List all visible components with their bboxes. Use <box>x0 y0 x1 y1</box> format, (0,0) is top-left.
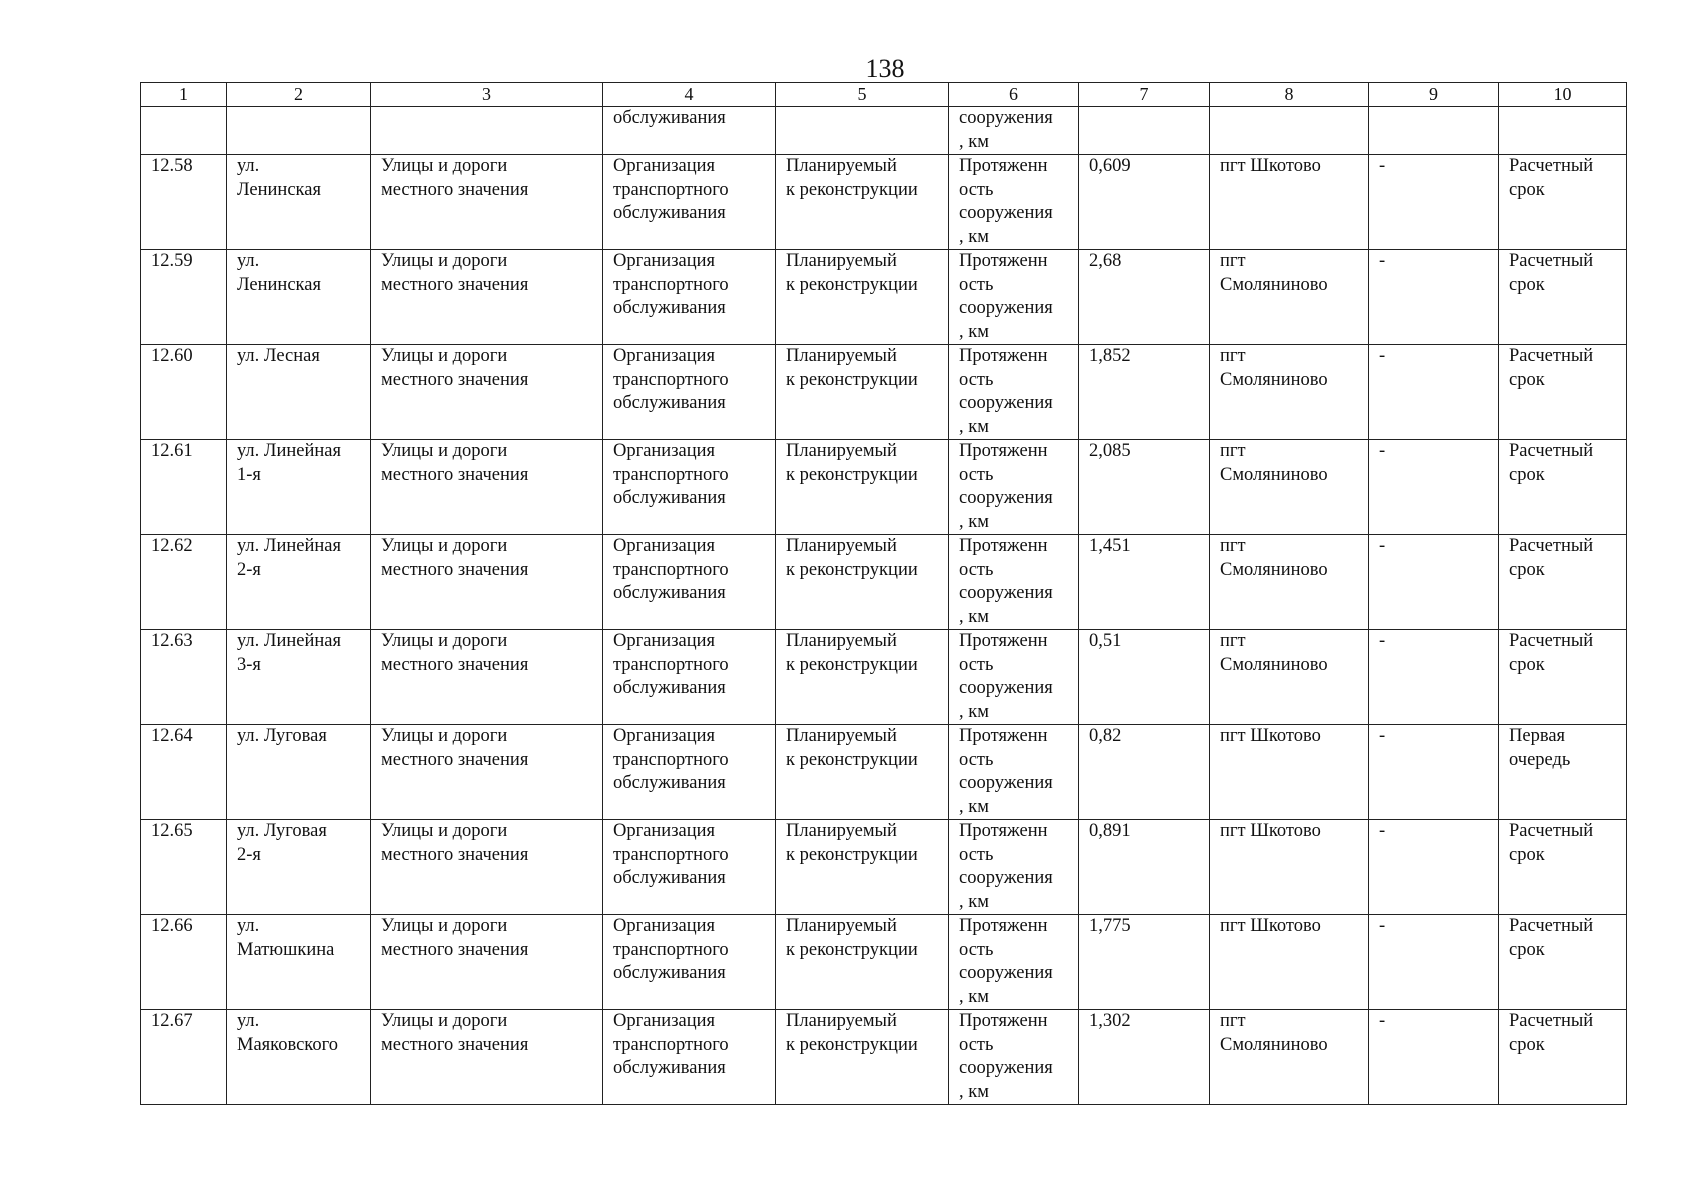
cell-number: 12.59 <box>141 250 227 345</box>
page-number: 138 <box>865 54 905 83</box>
cell-status: Планируемый к реконструкции <box>776 915 949 1010</box>
cell-value: 0,891 <box>1079 820 1210 915</box>
cell-type: Улицы и дороги местного значения <box>371 345 603 440</box>
cell-number <box>141 107 227 155</box>
cell-col9: - <box>1369 630 1499 725</box>
cell-parameter: Протяженн ость сооружения , км <box>949 250 1079 345</box>
cell-number: 12.67 <box>141 1010 227 1105</box>
cell-location: пгт Смоляниново <box>1210 440 1369 535</box>
cell-purpose: Организация транспортного обслуживания <box>603 725 776 820</box>
cell-term: Расчетный срок <box>1499 1010 1627 1105</box>
cell-location: пгт Смоляниново <box>1210 250 1369 345</box>
cell-location: пгт Смоляниново <box>1210 535 1369 630</box>
cell-col9: - <box>1369 155 1499 250</box>
cell-number: 12.64 <box>141 725 227 820</box>
cell-col9: - <box>1369 820 1499 915</box>
cell-purpose: Организация транспортного обслуживания <box>603 250 776 345</box>
cell-term: Расчетный срок <box>1499 440 1627 535</box>
cell-type: Улицы и дороги местного значения <box>371 440 603 535</box>
cell-type: Улицы и дороги местного значения <box>371 725 603 820</box>
column-header: 3 <box>371 83 603 107</box>
cell-parameter: Протяженн ость сооружения , км <box>949 1010 1079 1105</box>
cell-value: 0,82 <box>1079 725 1210 820</box>
cell-value: 1,852 <box>1079 345 1210 440</box>
cell-term: Расчетный срок <box>1499 155 1627 250</box>
cell-number: 12.60 <box>141 345 227 440</box>
cell-purpose: Организация транспортного обслуживания <box>603 820 776 915</box>
cell-number: 12.65 <box>141 820 227 915</box>
column-header: 10 <box>1499 83 1627 107</box>
cell-col9: - <box>1369 440 1499 535</box>
cell-col9: - <box>1369 915 1499 1010</box>
column-header: 1 <box>141 83 227 107</box>
cell-location: пгт Шкотово <box>1210 820 1369 915</box>
cell-status: Планируемый к реконструкции <box>776 440 949 535</box>
cell-parameter: Протяженн ость сооружения , км <box>949 440 1079 535</box>
table-row <box>141 250 1627 345</box>
cell-street: ул. Линейная 3-я <box>227 630 371 725</box>
cell-number: 12.63 <box>141 630 227 725</box>
table-row <box>141 345 1627 440</box>
table-row <box>141 725 1627 820</box>
cell-purpose: Организация транспортного обслуживания <box>603 155 776 250</box>
cell-street: ул. Матюшкина <box>227 915 371 1010</box>
cell-location: пгт Шкотово <box>1210 915 1369 1010</box>
data-table <box>140 82 1627 1105</box>
cell-type: Улицы и дороги местного значения <box>371 630 603 725</box>
table-row <box>141 440 1627 535</box>
cell-col9: - <box>1369 345 1499 440</box>
table-row <box>141 155 1627 250</box>
cell-col9: - <box>1369 250 1499 345</box>
cell-purpose: Организация транспортного обслуживания <box>603 915 776 1010</box>
cell-col9: - <box>1369 535 1499 630</box>
table-row <box>141 535 1627 630</box>
column-header: 2 <box>227 83 371 107</box>
column-header: 4 <box>603 83 776 107</box>
cell-type: Улицы и дороги местного значения <box>371 250 603 345</box>
cell-number: 12.58 <box>141 155 227 250</box>
cell-term: Расчетный срок <box>1499 820 1627 915</box>
cell-parameter: Протяженн ость сооружения , км <box>949 630 1079 725</box>
continued-row <box>141 107 1627 155</box>
cell-purpose: Организация транспортного обслуживания <box>603 345 776 440</box>
cell-location: пгт Смоляниново <box>1210 630 1369 725</box>
cell-term: Расчетный срок <box>1499 345 1627 440</box>
cell-value: 2,085 <box>1079 440 1210 535</box>
cell-parameter: Протяженн ость сооружения , км <box>949 725 1079 820</box>
table-row <box>141 915 1627 1010</box>
column-header: 5 <box>776 83 949 107</box>
cell-purpose: Организация транспортного обслуживания <box>603 1010 776 1105</box>
cell-street: ул. Лесная <box>227 345 371 440</box>
cell-value: 1,775 <box>1079 915 1210 1010</box>
cell-status: Планируемый к реконструкции <box>776 250 949 345</box>
cell-term: Расчетный срок <box>1499 630 1627 725</box>
cell-parameter: Протяженн ость сооружения , км <box>949 345 1079 440</box>
cell-value: 0,51 <box>1079 630 1210 725</box>
cell-type: Улицы и дороги местного значения <box>371 820 603 915</box>
cell-street <box>227 107 371 155</box>
cell-type: Улицы и дороги местного значения <box>371 155 603 250</box>
cell-street: ул. Луговая 2-я <box>227 820 371 915</box>
cell-col9: - <box>1369 1010 1499 1105</box>
cell-status: Планируемый к реконструкции <box>776 820 949 915</box>
cell-type: Улицы и дороги местного значения <box>371 535 603 630</box>
cell-term <box>1499 107 1627 155</box>
cell-type: Улицы и дороги местного значения <box>371 1010 603 1105</box>
cell-parameter: Протяженн ость сооружения , км <box>949 155 1079 250</box>
cell-type <box>371 107 603 155</box>
column-header: 7 <box>1079 83 1210 107</box>
column-header: 6 <box>949 83 1079 107</box>
cell-street: ул. Маяковского <box>227 1010 371 1105</box>
cell-location: пгт Шкотово <box>1210 725 1369 820</box>
cell-purpose: Организация транспортного обслуживания <box>603 535 776 630</box>
cell-value: 1,302 <box>1079 1010 1210 1105</box>
cell-purpose: Организация транспортного обслуживания <box>603 630 776 725</box>
cell-purpose: Организация транспортного обслуживания <box>603 440 776 535</box>
column-header: 8 <box>1210 83 1369 107</box>
cell-street: ул. Ленинская <box>227 250 371 345</box>
cell-location: пгт Смоляниново <box>1210 1010 1369 1105</box>
cell-parameter: сооружения , км <box>949 107 1079 155</box>
cell-location: пгт Шкотово <box>1210 155 1369 250</box>
cell-value <box>1079 107 1210 155</box>
cell-purpose: обслуживания <box>603 107 776 155</box>
cell-value: 1,451 <box>1079 535 1210 630</box>
cell-parameter: Протяженн ость сооружения , км <box>949 820 1079 915</box>
cell-status: Планируемый к реконструкции <box>776 535 949 630</box>
cell-street: ул. Луговая <box>227 725 371 820</box>
cell-term: Первая очередь <box>1499 725 1627 820</box>
cell-type: Улицы и дороги местного значения <box>371 915 603 1010</box>
table-row <box>141 820 1627 915</box>
cell-parameter: Протяженн ость сооружения , км <box>949 535 1079 630</box>
cell-col9 <box>1369 107 1499 155</box>
cell-status <box>776 107 949 155</box>
cell-col9: - <box>1369 725 1499 820</box>
cell-number: 12.61 <box>141 440 227 535</box>
cell-value: 2,68 <box>1079 250 1210 345</box>
cell-status: Планируемый к реконструкции <box>776 155 949 250</box>
cell-parameter: Протяженн ость сооружения , км <box>949 915 1079 1010</box>
table-row <box>141 630 1627 725</box>
cell-street: ул. Линейная 2-я <box>227 535 371 630</box>
header-row <box>141 83 1627 107</box>
cell-term: Расчетный срок <box>1499 250 1627 345</box>
cell-number: 12.62 <box>141 535 227 630</box>
cell-status: Планируемый к реконструкции <box>776 725 949 820</box>
cell-location <box>1210 107 1369 155</box>
cell-location: пгт Смоляниново <box>1210 345 1369 440</box>
cell-status: Планируемый к реконструкции <box>776 630 949 725</box>
cell-number: 12.66 <box>141 915 227 1010</box>
cell-street: ул. Линейная 1-я <box>227 440 371 535</box>
cell-status: Планируемый к реконструкции <box>776 1010 949 1105</box>
cell-term: Расчетный срок <box>1499 915 1627 1010</box>
cell-street: ул. Ленинская <box>227 155 371 250</box>
cell-status: Планируемый к реконструкции <box>776 345 949 440</box>
column-header: 9 <box>1369 83 1499 107</box>
cell-value: 0,609 <box>1079 155 1210 250</box>
table-row <box>141 1010 1627 1105</box>
cell-term: Расчетный срок <box>1499 535 1627 630</box>
